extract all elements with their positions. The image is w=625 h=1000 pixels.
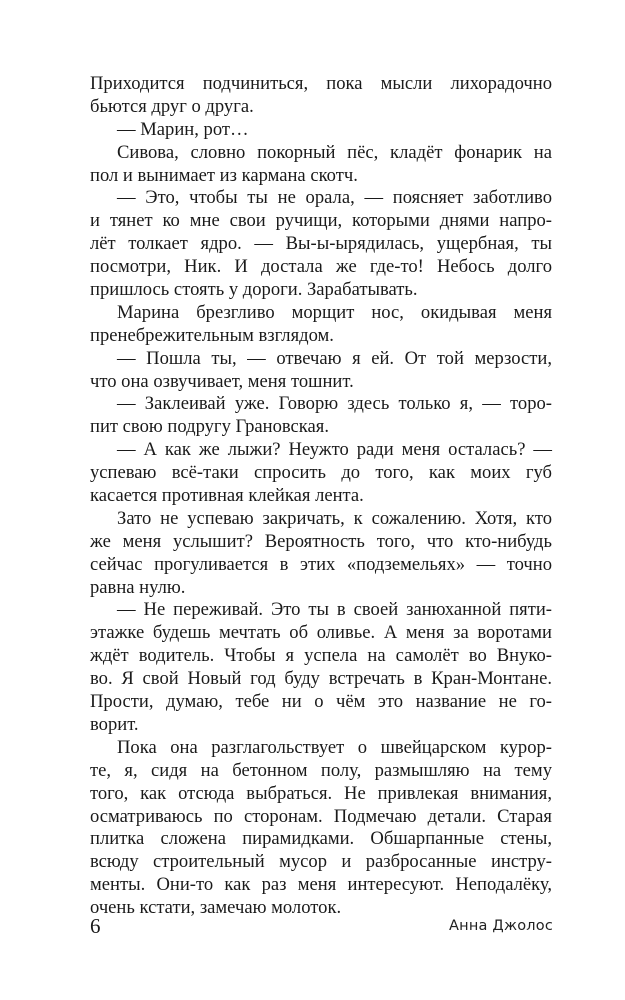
text-line: бьются друг о друга. [90,95,254,117]
text-line: Сивова, словно покорный пёс, кладёт фонарик на [117,141,552,163]
text-line: — Не переживай. Это ты в своей занюханной пяти- [117,599,552,621]
text-line: пренебрежительным взглядом. [90,324,334,346]
text-line: и тянет ко мне свои ручищи, которыми днями напро- [90,210,552,232]
text-line: что она озвучивает, меня тошнит. [90,370,354,392]
text-line: этажке будешь мечтать об оливье. А меня за воротами [90,622,552,644]
text-line: Приходится подчиниться, пока мысли лихорадочно [90,73,552,94]
text-line: — А как же лыжи? Неужто ради меня осталась? — [117,439,552,461]
text-line: равна нулю. [90,576,186,598]
text-line: осматриваюсь по сторонам. Подмечаю детали. Старая [90,805,552,827]
text-line: всюду строительный мусор и разбросанные инстру- [90,851,552,873]
text-line: посмотри, Ник. И достала же где-то! Небось долго [90,256,552,278]
text-line: пит свою подругу Грановская. [90,416,330,438]
text-line: Прости, думаю, тебе ни о чём это название не го- [90,691,552,713]
text-line: очень кстати, замечаю молоток. [90,897,342,919]
text-line: успеваю всё-таки спросить до того, как моих губ [90,462,552,484]
body-text [90,73,552,920]
text-line: — Пошла ты, — отвечаю я ей. От той мерзости, [117,347,552,369]
text-line: Зато не успеваю закричать, к сожалению. Хотя, кто [117,507,552,529]
text-line: касается противная клейкая лента. [90,485,364,507]
text-line: Марина брезгливо морщит нос, окидывая меня [117,301,552,323]
text-line: ждёт водитель. Чтобы я успела на самолёт во Внуко- [90,645,552,667]
text-line: Пока она разглагольствует о швейцарском курор- [117,736,552,758]
text-line: того, как отсюда выбраться. Не привлекая внимания, [90,782,552,804]
text-line: те, я, сидя на бетонном полу, размышляю на тему [90,759,552,781]
text-line: — Марин, рот… [117,118,249,140]
text-line: плитка сложена пирамидками. Обшарпанные стены, [90,828,552,850]
text-line: во. Я свой Новый год буду встречать в Кран-Монтане. [90,668,552,690]
running-footer-author: Анна Джолос [449,918,553,934]
text-line: — Заклеивай уже. Говорю здесь только я, — торо- [117,393,552,415]
text-line: менты. Они-то как раз меня интересуют. Неподалёку, [90,874,552,896]
text-line: лёт толкает ядро. — Вы-ы-ырядилась, ущербная, ты [90,233,552,255]
text-line: пол и вынимает из кармана скотч. [90,164,358,186]
page-number: 6 [90,914,101,938]
text-line: сейчас прогуливается в этих «подземельях» — точно [90,553,552,575]
text-line: же меня услышит? Вероятность того, что кто-нибудь [90,530,552,552]
text-line: — Это, чтобы ты не орала, — поясняет заботливо [117,187,552,209]
text-line: ворит. [90,713,139,735]
text-line: пришлось стоять у дороги. Зарабатывать. [90,279,418,301]
